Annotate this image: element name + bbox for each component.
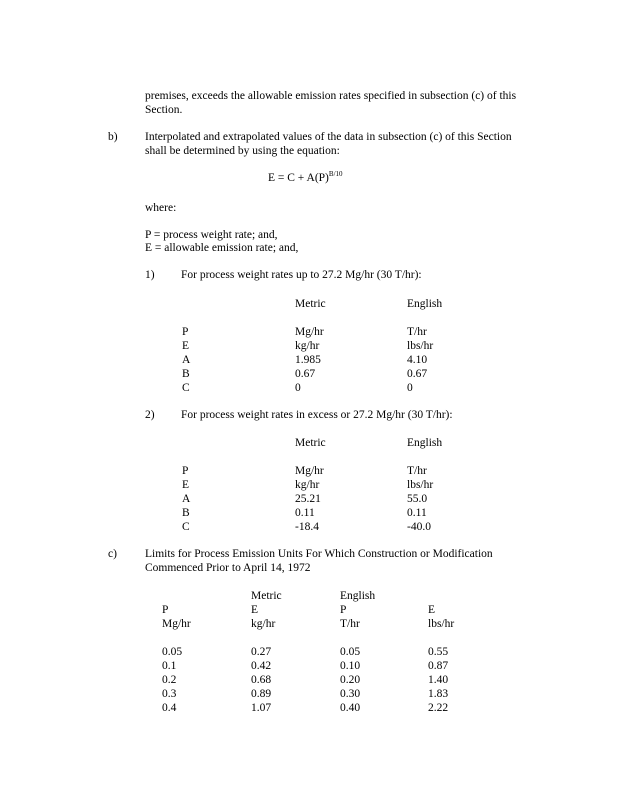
case1-metric-values xyxy=(295,325,324,395)
case1-symbol: C xyxy=(182,382,190,394)
case2-english-value: lbs/hr xyxy=(407,479,434,491)
section-c-label: c) xyxy=(108,548,117,560)
case1-symbol: B xyxy=(182,368,190,380)
case2-label: 2) xyxy=(145,409,155,421)
case2-metric-value: 25.21 xyxy=(295,493,321,505)
case2-symbol: E xyxy=(182,479,190,491)
case2-metric-values xyxy=(295,464,324,534)
table-cell: 0.55 xyxy=(428,646,449,658)
section-b-line-2: shall be determined by using the equation: xyxy=(145,145,340,157)
case2-english-values xyxy=(407,464,433,534)
case2-metric-header: Metric xyxy=(295,437,326,449)
intro-line-2: Section. xyxy=(145,104,183,116)
case2-english-value: T/hr xyxy=(407,465,427,477)
equation-base: E = C + A(P) xyxy=(268,172,329,184)
case1-symbol: E xyxy=(182,340,190,352)
case1-english-value: 4.10 xyxy=(407,354,428,366)
table-cell: 0.68 xyxy=(251,674,272,686)
table-col-unit: kg/hr xyxy=(251,618,276,630)
table-cell: 1.07 xyxy=(251,702,272,714)
table-cell: 0.20 xyxy=(340,674,361,686)
equation xyxy=(268,171,343,185)
table-metric-header: Metric xyxy=(251,590,282,602)
case2-symbol: C xyxy=(182,521,190,533)
table-cell: 0.3 xyxy=(162,688,177,700)
definition-p: P = process weight rate; and, xyxy=(145,229,278,241)
table-cell: 0.87 xyxy=(428,660,449,672)
table-english-header: English xyxy=(340,590,376,602)
case1-english-value: 0.67 xyxy=(407,368,428,380)
table-cell: 0.2 xyxy=(162,674,177,686)
case2-metric-value: Mg/hr xyxy=(295,465,324,477)
definition-e: E = allowable emission rate; and, xyxy=(145,242,299,254)
table-col-metric-p xyxy=(162,645,182,715)
case2-english-value: -40.0 xyxy=(407,521,431,533)
case2-symbols xyxy=(182,464,190,534)
table-cell: 1.83 xyxy=(428,688,449,700)
equation-exponent-b: B xyxy=(328,170,334,178)
table-cell: 0.40 xyxy=(340,702,361,714)
case1-title: For process weight rates up to 27.2 Mg/hr (30 T/hr): xyxy=(181,269,422,281)
section-c-line-1: Limits for Process Emission Units For Which Construction or Modification xyxy=(145,548,493,560)
case1-label: 1) xyxy=(145,269,155,281)
table-col-english-e xyxy=(428,645,448,715)
case2-english-value: 0.11 xyxy=(407,507,427,519)
case1-metric-value: 0 xyxy=(295,382,301,394)
table-cell: 0.05 xyxy=(162,646,183,658)
case2-english-value: 55.0 xyxy=(407,493,428,505)
case1-metric-header: Metric xyxy=(295,298,326,310)
table-col-unit: Mg/hr xyxy=(162,618,191,630)
case2-metric-value: -18.4 xyxy=(295,521,319,533)
table-cell: 0.30 xyxy=(340,688,361,700)
table-cell: 0.10 xyxy=(340,660,361,672)
table-col-english-p xyxy=(340,645,360,715)
table-col-symbol: P xyxy=(162,604,169,616)
case2-metric-value: kg/hr xyxy=(295,479,320,491)
case1-metric-value: Mg/hr xyxy=(295,326,324,338)
case1-english-value: 0 xyxy=(407,382,413,394)
section-c-line-2: Commenced Prior to April 14, 1972 xyxy=(145,562,311,574)
section-b-line-1: Interpolated and extrapolated values of the data in subsection (c) of this Section xyxy=(145,131,512,143)
equation-exponent-10: 10 xyxy=(335,170,343,178)
case2-symbol: A xyxy=(182,493,191,505)
case2-title: For process weight rates in excess or 27.2 Mg/hr (30 T/hr): xyxy=(181,409,453,421)
case1-metric-value: kg/hr xyxy=(295,340,320,352)
case2-symbol: P xyxy=(182,465,189,477)
case1-english-values xyxy=(407,325,433,395)
case1-symbols xyxy=(182,325,190,395)
case1-english-value: T/hr xyxy=(407,326,427,338)
where-label: where: xyxy=(145,202,177,214)
table-col-unit: lbs/hr xyxy=(428,618,455,630)
section-b-label: b) xyxy=(108,131,118,143)
case1-symbol: A xyxy=(182,354,191,366)
case1-symbol: P xyxy=(182,326,189,338)
case1-english-header: English xyxy=(407,298,443,310)
case2-english-header: English xyxy=(407,437,443,449)
table-cell: 0.4 xyxy=(162,702,177,714)
equation-exponent: B/10 xyxy=(328,170,343,178)
case1-metric-value: 0.67 xyxy=(295,368,316,380)
intro-line-1: premises, exceeds the allowable emission rates specified in subsection (c) of this xyxy=(145,90,517,102)
case1-metric-value: 1.985 xyxy=(295,354,321,366)
table-cell: 1.40 xyxy=(428,674,449,686)
case2-metric-value: 0.11 xyxy=(295,507,315,519)
case2-symbol: B xyxy=(182,507,190,519)
case1-english-value: lbs/hr xyxy=(407,340,434,352)
table-cell: 0.42 xyxy=(251,660,272,672)
table-cell: 0.1 xyxy=(162,660,177,672)
table-cell: 0.05 xyxy=(340,646,361,658)
table-cell: 2.22 xyxy=(428,702,449,714)
table-col-symbol: E xyxy=(428,604,436,616)
table-col-metric-e xyxy=(251,645,271,715)
table-col-symbol: P xyxy=(340,604,347,616)
table-cell: 0.89 xyxy=(251,688,272,700)
table-col-symbol: E xyxy=(251,604,259,616)
table-cell: 0.27 xyxy=(251,646,272,658)
table-col-unit: T/hr xyxy=(340,618,360,630)
